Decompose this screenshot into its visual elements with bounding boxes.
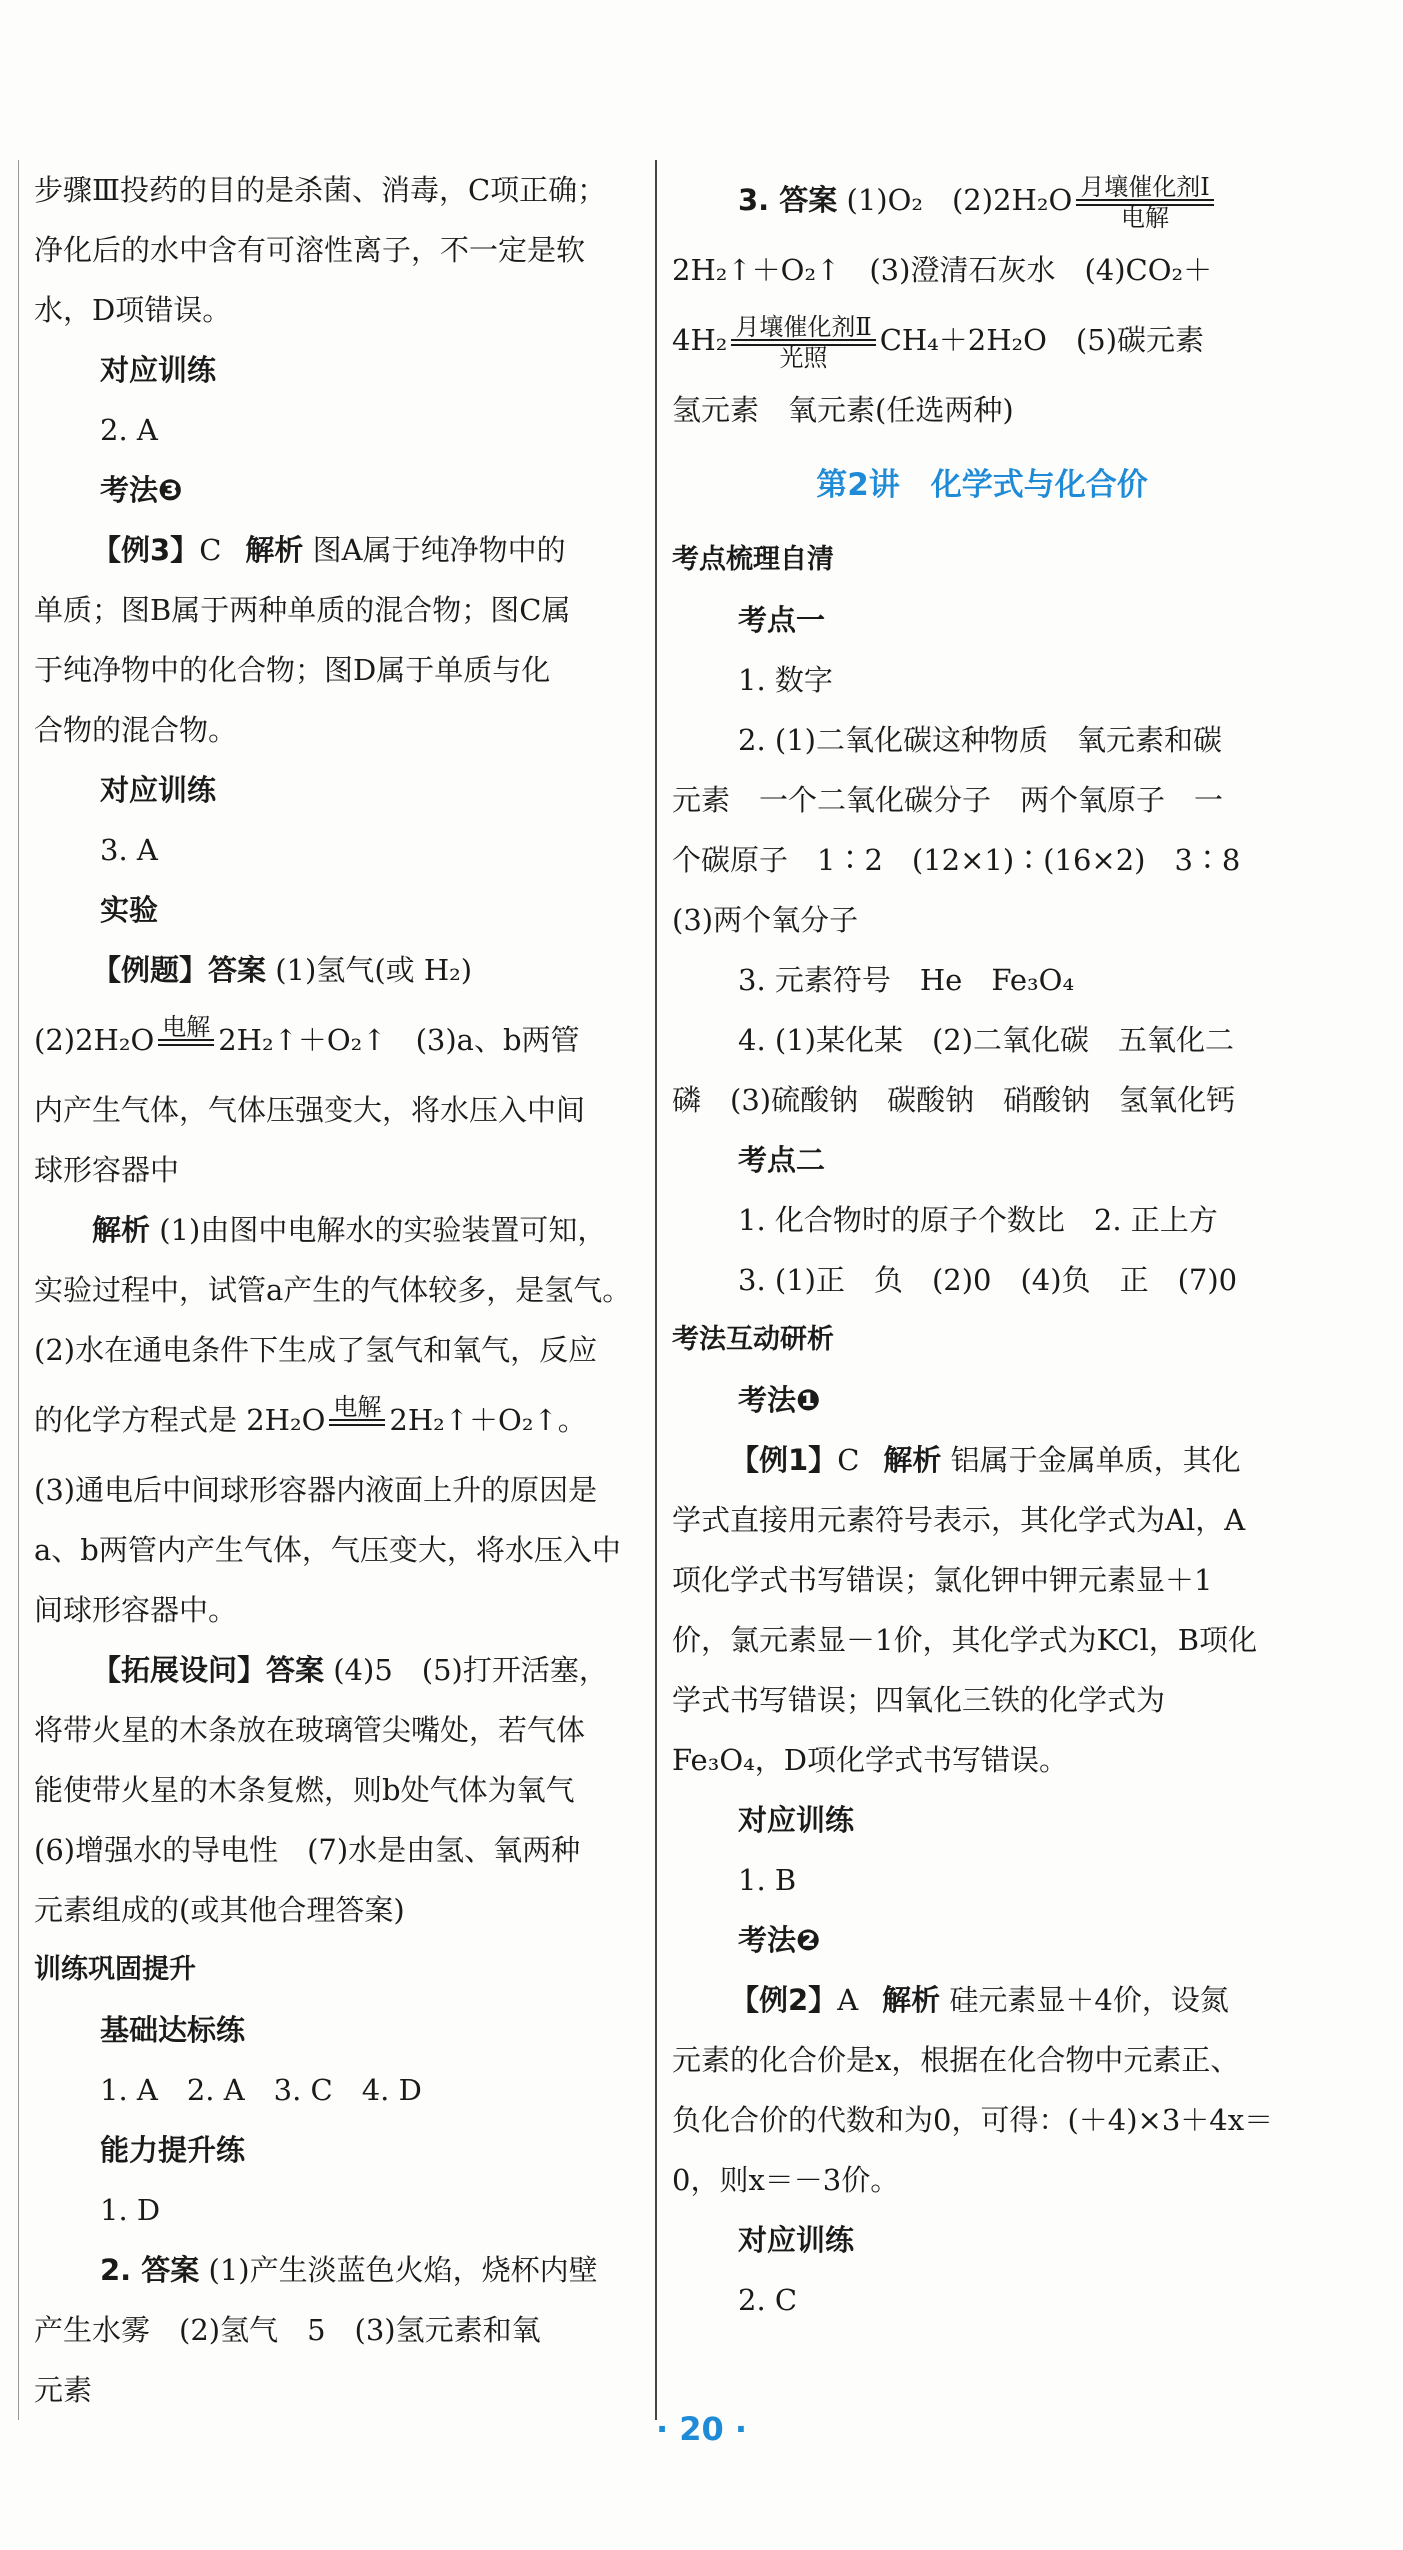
example-label: 【例2】 [730,1983,838,2017]
text-line: (3)通电后中间球形容器内液面上升的原因是 [34,1473,598,1507]
answer-line: 1. 数字 [738,663,833,697]
example-answer: C [199,533,222,567]
subheading-training: 对应训练 [738,2223,855,2257]
answer-line: 2. C [738,2283,798,2317]
subheading-point-1: 考点一 [738,603,826,637]
equation-line [672,300,1292,380]
example-1-line [672,1430,1292,1490]
subheading-method-3: 考法❸ [100,473,183,507]
example-line [34,940,646,1000]
text-line: 价，氯元素显－1价，其化学式为KCl，B项化 [672,1623,1258,1657]
answer-line: 2. A [100,413,158,447]
text-line: 0，则x＝－3价。 [672,2163,900,2197]
text-line: 氢元素 氧元素(任选两种) [672,393,1014,427]
text-line: 净化后的水中含有可溶性离子，不一定是软 [34,233,586,267]
text-line: 合物的混合物。 [34,713,238,747]
answer-line: 1. B [738,1863,797,1897]
text-line: (6)增强水的导电性 (7)水是由氢、氧两种 [34,1833,581,1867]
subheading-method-1: 考法❶ [738,1383,821,1417]
text-line: Fe₃O₄，D项化学式书写错误。 [672,1743,1068,1777]
text-line: 负化合价的代数和为0，可得：(＋4)×3＋4x＝ [672,2103,1274,2137]
text-line: 将带火星的木条放在玻璃管尖嘴处，若气体 [34,1713,586,1747]
answer-text: (1)氢气(或 H₂) [275,953,473,987]
text-line: 磷 (3)硫酸钠 碳酸钠 硝酸钠 氢氧化钙 [672,1083,1236,1117]
example-answer: A [837,1983,859,2017]
equation-reactant: 4H₂ [672,323,728,357]
right-column [672,160,1292,2330]
answer-line [34,2240,646,2300]
answer-text: (1)产生淡蓝色火焰，烧杯内壁 [208,2253,598,2287]
answer-line: 2. (1)二氧化碳这种物质 氧元素和碳 [738,723,1222,757]
text-line: 能使带火星的木条复燃，则b处气体为氧气 [34,1773,575,1807]
answer-line: 3. (1)正 负 (2)0 (4)负 正 (7)0 [738,1263,1238,1297]
text-line: 学式书写错误；四氧化三铁的化学式为 [672,1683,1166,1717]
example-label: 【例3】 [92,533,200,567]
equation-line [34,1000,646,1080]
lesson-title: 第2讲 化学式与化合价 [816,467,1148,503]
text-line: 个碳原子 1∶2 (12×1)∶(16×2) 3∶8 [672,843,1241,877]
page-number-value: 20 [679,2410,724,2448]
answer-line: 4. (1)某化某 (2)二氧化碳 五氧化二 [738,1023,1235,1057]
text-line: (3)两个氧分子 [672,903,859,937]
analysis-label: 解析 [92,1213,151,1247]
margin-line [18,160,19,2420]
left-column [34,160,646,2420]
text-line: 球形容器中 [34,1153,180,1187]
text-line: 学式直接用元素符号表示，其化学式为Al，A [672,1503,1246,1537]
subheading-training: 对应训练 [100,353,217,387]
answer-equation-line [672,160,1292,240]
reaction-condition: 电解 [329,1395,385,1450]
column-divider [655,160,657,2420]
subheading-training: 对应训练 [738,1803,855,1837]
analysis-text: 硅元素显＋4价，设氮 [949,1983,1229,2017]
section-heading: 考点梳理自清 [672,544,834,575]
subheading-advanced: 能力提升练 [100,2133,246,2167]
text-line: a、b两管内产生气体，气压变大，将水压入中 [34,1533,621,1567]
analysis-line [34,1200,646,1260]
text-line: 内产生气体，气体压强变大，将水压入中间 [34,1093,586,1127]
answer-line: 3. A [100,833,158,867]
analysis-label: 解析 [882,1983,941,2017]
answer-label: 3. 答案 [738,183,838,217]
subheading-experiment: 实验 [100,893,159,927]
text-line: 实验过程中，试管a产生的气体较多，是氢气。 [34,1273,632,1307]
extension-text: (4)5 (5)打开活塞， [333,1653,608,1687]
answer-line: 3. 元素符号 He Fe₃O₄ [738,963,1075,997]
subheading-point-2: 考点二 [738,1143,826,1177]
text-line: 产生水雾 (2)氢气 5 (3)氢元素和氧 [34,2313,541,2347]
equation-product: 2H₂↑＋O₂↑。 [389,1403,587,1437]
text-line: 步骤Ⅲ投药的目的是杀菌、消毒，C项正确； [34,173,607,207]
text-line: 间球形容器中。 [34,1593,238,1627]
analysis-label: 解析 [883,1443,942,1477]
text-line: 2H₂↑＋O₂↑ (3)澄清石灰水 (4)CO₂＋ [672,253,1213,287]
analysis-label: 解析 [245,533,304,567]
text-line: 项化学式书写错误；氯化钾中钾元素显＋1 [672,1563,1213,1597]
subheading-method-2: 考法❷ [738,1923,821,1957]
example-2-line [672,1970,1292,2030]
equation-reactant: (2)2H₂O [34,1023,155,1057]
section-heading: 训练巩固提升 [34,1954,196,1985]
subheading-training: 对应训练 [100,773,217,807]
example-answer: C [837,1443,860,1477]
analysis-text: 铝属于金属单质，其化 [950,1443,1241,1477]
text-line: 元素 一个二氧化碳分子 两个氧原子 一 [672,783,1224,817]
equation-product: 2H₂↑＋O₂↑ (3)a、b两管 [218,1023,580,1057]
analysis-text: (1)由图中电解水的实验装置可知， [159,1213,607,1247]
equation-product: CH₄＋2H₂O (5)碳元素 [879,323,1205,357]
extension-line [34,1640,646,1700]
text-line: 水，D项错误。 [34,293,232,327]
equation-line [34,1380,646,1460]
page-number: · 20 · [655,2410,748,2448]
text-line: 单质；图B属于两种单质的混合物；图C属 [34,593,571,627]
example-answer-label: 【例题】答案 [92,953,267,987]
reaction-condition: 月壤催化剂Ⅱ 光照 [731,315,875,370]
analysis-text: 图A属于纯净物中的 [312,533,566,567]
subheading-basic: 基础达标练 [100,2013,246,2047]
section-heading: 考法互动研析 [672,1324,834,1355]
text-line: 元素 [34,2373,93,2407]
equation-reactant: 的化学方程式是 2H₂O [34,1403,326,1437]
text-line: 元素的化合价是x，根据在化合物中元素正、 [672,2043,1240,2077]
answer-line: 1. D [100,2193,161,2227]
answer-text: (1)O₂ (2)2H₂O [846,183,1073,217]
reaction-condition: 月壤催化剂Ⅰ 电解 [1076,175,1213,230]
answer-label: 2. 答案 [100,2253,200,2287]
text-line: 于纯净物中的化合物；图D属于单质与化 [34,653,551,687]
example-label: 【例1】 [730,1443,838,1477]
text-line: (2)水在通电条件下生成了氢气和氧气，反应 [34,1333,598,1367]
example-3-line [34,520,646,580]
text-line: 元素组成的(或其他合理答案) [34,1893,405,1927]
answer-line: 1. A 2. A 3. C 4. D [100,2073,422,2107]
answer-line: 1. 化合物时的原子个数比 2. 正上方 [738,1203,1218,1237]
extension-label: 【拓展设问】答案 [92,1653,325,1687]
reaction-condition: 电解 [158,1015,214,1070]
